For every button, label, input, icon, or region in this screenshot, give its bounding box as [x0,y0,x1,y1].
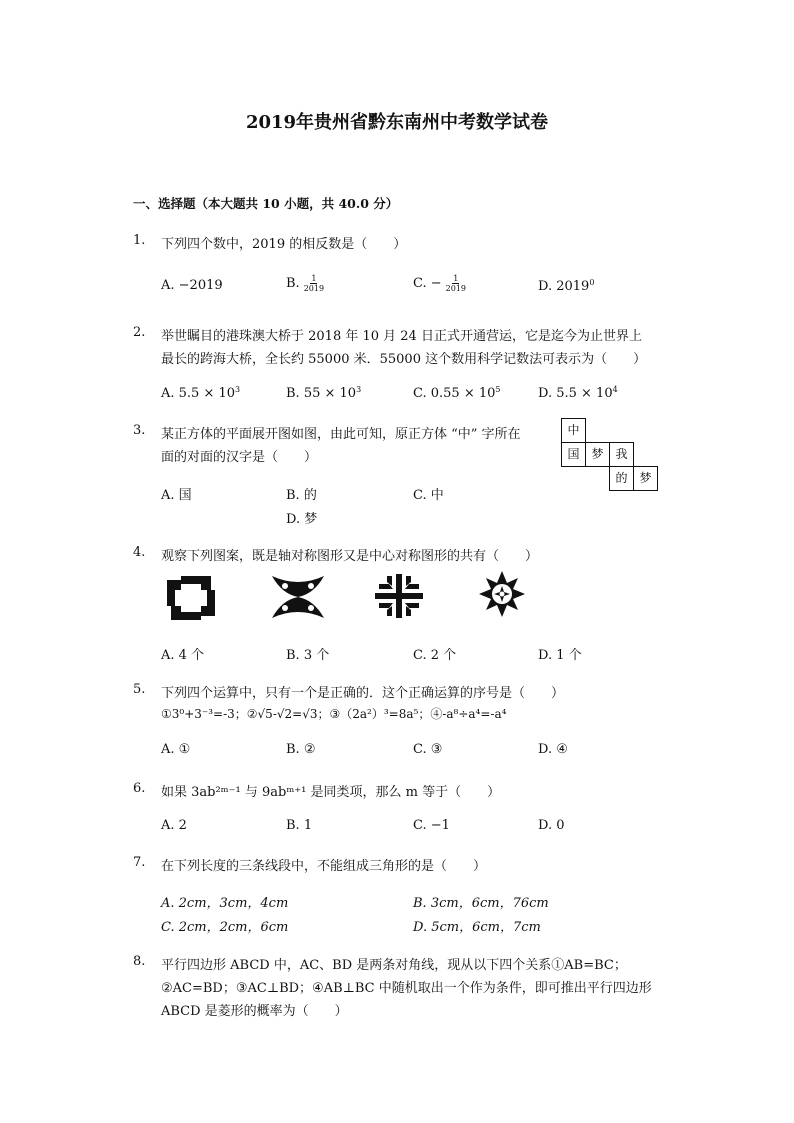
option-d: D. $5.5 \times 10^4$ [538,385,618,401]
page-title: 2019年贵州省黔东南州中考数学试卷 [245,112,549,133]
question-text-line1: 平行四边形 ABCD 中，AC、BD 是两条对角线，现从以下四个关系①AB=BC； [161,958,627,973]
net-cell: 中 [561,418,586,443]
option-d: D. 5cm，6cm，7cm [413,920,541,935]
net-cell: 梦 [585,442,610,467]
question-number: 4. [133,545,146,560]
question-number: 7. [133,855,146,870]
option-a: A. 国 [161,488,192,503]
question-text: 如果 3ab²ᵐ⁻¹ 与 9abᵐ⁺¹ 是同类项，那么 m 等于（ ） [161,785,501,800]
net-cell: 梦 [633,466,658,491]
option-c: C. 2 个 [413,648,457,663]
option-a: A. −2019 [161,278,223,293]
option-b: B. 3cm，6cm，76cm [413,896,549,911]
question-text: 在下列长度的三条线段中，不能组成三角形的是（ ） [161,859,487,874]
question-text-line2: 面的对面的汉字是（ ） [161,450,318,465]
cross-arrows-icon [375,574,423,618]
option-d: D. 1 个 [538,648,582,663]
option-c: C. −1 [413,818,450,833]
option-a: A. 2cm，3cm，4cm [161,896,289,911]
option-a: A. ① [161,742,191,757]
bowtie-knot-icon [270,574,326,620]
fraction [446,274,466,293]
option-d: D. ④ [538,742,568,757]
net-cell: 我 [609,442,634,467]
option-c: C. $0.55 \times 10^5$ [413,385,501,401]
option-b [286,274,324,293]
question-text: 下列四个运算中，只有一个是正确的．这个正确运算的序号是（ ） [161,686,565,701]
option-b: B. 1 [286,818,313,833]
option-d: D. 梦 [286,512,318,527]
question-text-line2: ②AC=BD；③AC⊥BD；④AB⊥BC 中随机取出一个作为条件，即可推出平行四边形 [161,981,652,996]
option-c: C. 中 [413,488,444,503]
option-b: B. 的 [286,488,317,503]
question-number: 3. [133,423,146,438]
question-text-line3: ABCD 是菱形的概率为（ ） [161,1004,348,1019]
net-cell: 的 [609,466,634,491]
option-a: A. 2 [161,818,187,833]
option-c [413,274,466,293]
option-c: C. 2cm，2cm，6cm [161,920,289,935]
question-text-line1: 举世瞩目的港珠澳大桥于 2018 年 10 月 24 日正式开通营运，它是迄今为止世界上 [161,329,642,344]
option-label: C. − [413,276,442,291]
fraction [304,274,324,293]
question-expressions: ①3⁰+3⁻³=-3；②√5-√2=√3；③（2a²）³=8a⁵；④-a⁸÷a⁴=-a⁴ [161,707,507,721]
question-number: 5. [133,682,146,697]
option-d [538,278,594,294]
option-b: B. ② [286,742,316,757]
question-text-line2: 最长的跨海大桥，全长约 55000 米．55000 这个数用科学记数法可表示为（ ） [161,352,647,367]
fraction-denominator: 2019 [303,284,325,293]
option-a: A. 4 个 [161,648,205,663]
question-number: 2. [133,325,146,340]
fraction-numerator: 1 [453,274,459,283]
question-text-line1: 某正方体的平面展开图如图，由此可知，原正方体 “中” 字所在 [161,427,521,442]
chase-logo-icon [167,576,215,620]
question-number: 8. [133,954,146,969]
question-number: 6. [133,781,146,796]
cube-net-figure [561,418,661,493]
option-b: B. $55 \times 10^3$ [286,385,362,401]
question-text: 观察下列图案，既是轴对称图形又是中心对称图形的共有（ ） [161,549,539,564]
question-text: 下列四个数中，2019 的相反数是（ ） [161,237,407,252]
option-b: B. 3 个 [286,648,330,663]
star-flower-icon [477,571,527,617]
option-d: D. 0 [538,818,565,833]
exponent: 0 [589,278,595,287]
option-label: B. [286,276,300,291]
option-label: D. 2019 [538,279,590,294]
question-number: 1. [133,233,146,248]
option-c: C. ③ [413,742,443,757]
section-heading: 一、选择题（本大题共 10 小题，共 40.0 分） [133,196,399,211]
net-cell: 国 [561,442,586,467]
option-a: A. $5.5 \times 10^3$ [161,385,241,401]
fraction-numerator: 1 [311,274,317,283]
fraction-denominator: 2019 [445,284,466,293]
